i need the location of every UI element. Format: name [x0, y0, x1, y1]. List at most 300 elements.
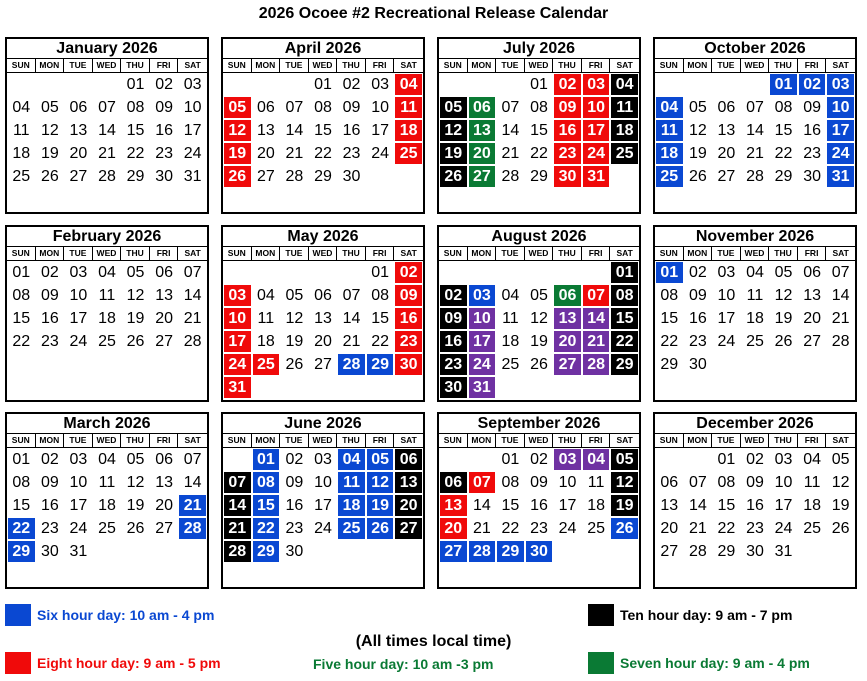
release-day-cell: 19: [366, 494, 395, 517]
day-cell: 28: [285, 168, 304, 185]
day-cell: 01: [12, 264, 31, 281]
weekday-label: TUE: [64, 434, 93, 447]
release-day-cell: 03: [826, 73, 855, 96]
release-day-cell: 25: [394, 142, 423, 165]
day-cell: 18: [98, 310, 116, 327]
release-day-cell: 28: [582, 353, 611, 376]
day-cell: 07: [746, 99, 764, 116]
empty-day-cell: [337, 261, 366, 284]
day-cell: 08: [126, 99, 145, 116]
day-cell: 07: [98, 99, 116, 116]
day-cell: 21: [342, 333, 361, 350]
release-day-cell: 02: [439, 284, 468, 307]
release-day-cell: 03: [223, 284, 252, 307]
weekday-label: MON: [36, 59, 65, 72]
day-cell: 25: [587, 520, 605, 537]
month-calendar: [221, 225, 425, 402]
weekday-label: SAT: [400, 60, 417, 70]
day-cell: 11: [98, 474, 116, 491]
day-grid: [7, 448, 207, 563]
day-cell: 09: [688, 287, 707, 304]
release-day-cell: 05: [366, 448, 395, 471]
month-name: February 2026: [52, 228, 162, 245]
day-cell: 09: [803, 99, 821, 116]
day-cell: 17: [371, 122, 389, 139]
empty-day-cell: [655, 448, 684, 471]
day-cell: 15: [660, 310, 679, 327]
day-cell: 13: [69, 122, 88, 139]
day-cell: 21: [472, 520, 491, 537]
weekday-label: SAT: [832, 435, 849, 445]
weekday-label: WED: [741, 434, 770, 447]
day-grid: [439, 261, 639, 399]
day-cell: 26: [774, 333, 793, 350]
day-cell: 21: [285, 145, 304, 162]
release-day-cell: 16: [439, 330, 468, 353]
release-day-cell: 31: [223, 376, 252, 399]
month-name: December 2026: [696, 415, 814, 432]
month-calendar: [437, 225, 641, 402]
release-day-cell: 30: [553, 165, 582, 188]
day-cell: 25: [98, 333, 116, 350]
release-day-cell: 11: [655, 119, 684, 142]
day-cell: 16: [285, 497, 304, 514]
day-cell: 05: [530, 287, 548, 304]
day-cell: 17: [69, 497, 88, 514]
day-cell: 13: [717, 122, 736, 139]
weekday-label: MON: [468, 247, 497, 260]
day-cell: 07: [688, 474, 707, 491]
empty-day-cell: [741, 73, 770, 96]
day-cell: 06: [660, 474, 679, 491]
day-cell: 26: [126, 520, 145, 537]
blue-swatch: [5, 604, 31, 626]
release-day-cell: 29: [366, 353, 395, 376]
day-cell: 04: [803, 451, 821, 468]
release-day-cell: 09: [439, 307, 468, 330]
release-day-cell: 29: [252, 540, 281, 563]
weekday-label: MON: [684, 434, 713, 447]
day-cell: 03: [774, 451, 793, 468]
release-day-cell: 12: [610, 471, 639, 494]
empty-day-cell: [252, 261, 281, 284]
month-calendar: [221, 412, 425, 589]
weekday-label: SUN: [223, 59, 252, 72]
day-cell: 08: [501, 474, 520, 491]
day-cell: 18: [98, 497, 116, 514]
day-cell: 16: [40, 310, 59, 327]
release-day-cell: 25: [610, 142, 639, 165]
day-cell: 21: [98, 145, 116, 162]
day-cell: 10: [69, 474, 88, 491]
day-cell: 10: [774, 474, 793, 491]
day-cell: 23: [688, 333, 707, 350]
day-cell: 22: [371, 333, 389, 350]
empty-day-cell: [252, 73, 281, 96]
day-cell: 15: [314, 122, 332, 139]
release-day-cell: 16: [553, 119, 582, 142]
release-day-cell: 10: [582, 96, 611, 119]
weekday-label: MON: [36, 434, 65, 447]
day-cell: 14: [183, 287, 202, 304]
day-cell: 27: [155, 520, 173, 537]
empty-day-cell: [439, 73, 468, 96]
weekday-label: SAT: [832, 60, 849, 70]
day-cell: 15: [501, 497, 520, 514]
day-cell: 24: [69, 333, 88, 350]
weekday-label: MON: [252, 247, 281, 260]
page-title: 2026 Ocoee #2 Recreational Release Calendar: [258, 5, 609, 22]
day-cell: 15: [530, 122, 548, 139]
red-swatch: [5, 652, 31, 674]
weekday-label: FRI: [150, 434, 179, 447]
month-calendar: [437, 412, 641, 589]
day-cell: 20: [69, 145, 88, 162]
day-cell: 23: [803, 145, 821, 162]
day-grid: [223, 73, 423, 188]
weekday-label: MON: [252, 434, 281, 447]
release-day-cell: 08: [252, 471, 281, 494]
day-cell: 16: [530, 497, 548, 514]
empty-day-cell: [223, 73, 252, 96]
day-cell: 26: [688, 168, 707, 185]
day-cell: 27: [69, 168, 88, 185]
day-cell: 09: [342, 99, 361, 116]
weekday-label: TUE: [496, 59, 525, 72]
weekday-header: [7, 58, 207, 73]
day-cell: 09: [530, 474, 548, 491]
day-cell: 07: [183, 264, 202, 281]
empty-day-cell: [468, 448, 497, 471]
weekday-label: TUE: [280, 247, 309, 260]
weekday-label: SAT: [400, 435, 417, 445]
day-cell: 23: [342, 145, 361, 162]
release-day-cell: 03: [468, 284, 497, 307]
day-cell: 14: [285, 122, 304, 139]
day-cell: 14: [501, 122, 520, 139]
day-cell: 17: [717, 310, 736, 327]
weekday-label: SAT: [832, 248, 849, 258]
weekday-label: FRI: [150, 247, 179, 260]
day-cell: 15: [12, 497, 31, 514]
day-cell: 17: [69, 310, 88, 327]
release-day-cell: 31: [468, 376, 497, 399]
day-cell: 02: [40, 264, 59, 281]
weekday-label: WED: [93, 434, 122, 447]
day-cell: 19: [285, 333, 304, 350]
day-cell: 31: [69, 543, 88, 560]
empty-day-cell: [684, 73, 713, 96]
day-cell: 22: [717, 520, 736, 537]
release-day-cell: 01: [252, 448, 281, 471]
weekday-label: FRI: [366, 434, 395, 447]
day-cell: 23: [155, 145, 173, 162]
weekday-label: THU: [769, 434, 798, 447]
day-cell: 06: [69, 99, 88, 116]
empty-day-cell: [309, 261, 338, 284]
day-cell: 05: [40, 99, 59, 116]
month-calendar: [5, 37, 209, 214]
release-day-cell: 06: [553, 284, 582, 307]
day-cell: 01: [314, 76, 332, 93]
day-cell: 26: [126, 333, 145, 350]
day-cell: 25: [501, 356, 520, 373]
day-cell: 30: [746, 543, 764, 560]
day-cell: 27: [256, 168, 275, 185]
day-cell: 26: [40, 168, 59, 185]
day-cell: 31: [183, 168, 202, 185]
weekday-label: SUN: [655, 59, 684, 72]
legend-eight-hour-label: Eight hour day: 9 am - 5 pm: [37, 655, 221, 671]
day-cell: 08: [314, 99, 332, 116]
day-cell: 14: [831, 287, 850, 304]
release-day-cell: 07: [223, 471, 252, 494]
release-day-cell: 12: [223, 119, 252, 142]
release-day-cell: 03: [582, 73, 611, 96]
day-cell: 15: [717, 497, 736, 514]
day-cell: 13: [314, 310, 332, 327]
day-cell: 03: [69, 451, 88, 468]
month-name: October 2026: [704, 40, 806, 57]
weekday-label: WED: [741, 59, 770, 72]
day-cell: 26: [530, 356, 548, 373]
weekday-label: SAT: [184, 435, 201, 445]
release-day-cell: 15: [252, 494, 281, 517]
weekday-label: WED: [309, 434, 338, 447]
release-day-cell: 27: [439, 540, 468, 563]
day-cell: 17: [183, 122, 202, 139]
release-day-cell: 29: [7, 540, 36, 563]
release-day-cell: 28: [178, 517, 207, 540]
release-day-cell: 01: [769, 73, 798, 96]
day-cell: 27: [717, 168, 736, 185]
day-cell: 18: [803, 497, 821, 514]
day-cell: 24: [183, 145, 202, 162]
release-day-cell: 18: [655, 142, 684, 165]
day-cell: 23: [746, 520, 764, 537]
day-cell: 04: [98, 451, 116, 468]
day-cell: 24: [314, 520, 332, 537]
day-cell: 05: [774, 264, 793, 281]
black-swatch: [588, 604, 614, 626]
release-day-cell: 22: [252, 517, 281, 540]
day-cell: 19: [126, 310, 145, 327]
day-cell: 19: [530, 333, 548, 350]
weekday-label: THU: [121, 434, 150, 447]
empty-day-cell: [280, 73, 309, 96]
day-cell: 04: [501, 287, 520, 304]
release-day-cell: 25: [655, 165, 684, 188]
weekday-header: [655, 246, 855, 261]
legend-six-hour-label: Six hour day: 10 am - 4 pm: [37, 607, 215, 623]
empty-day-cell: [280, 261, 309, 284]
release-day-cell: 16: [394, 307, 423, 330]
day-cell: 07: [501, 99, 520, 116]
day-cell: 08: [12, 287, 31, 304]
day-cell: 12: [774, 287, 793, 304]
day-cell: 11: [257, 310, 275, 327]
release-day-cell: 04: [394, 73, 423, 96]
day-grid: [223, 261, 423, 399]
day-cell: 19: [774, 310, 793, 327]
day-cell: 27: [155, 333, 173, 350]
day-cell: 10: [717, 287, 736, 304]
legend-eight-hour: [5, 652, 221, 674]
day-cell: 22: [314, 145, 332, 162]
day-cell: 15: [126, 122, 145, 139]
day-cell: 18: [587, 497, 605, 514]
day-cell: 22: [660, 333, 679, 350]
release-day-cell: 29: [610, 353, 639, 376]
month-name: June 2026: [284, 415, 362, 432]
release-day-cell: 12: [366, 471, 395, 494]
day-cell: 19: [40, 145, 59, 162]
day-cell: 21: [746, 145, 764, 162]
day-grid: [223, 448, 423, 563]
release-day-cell: 30: [439, 376, 468, 399]
release-day-cell: 10: [468, 307, 497, 330]
day-cell: 08: [717, 474, 736, 491]
day-cell: 28: [98, 168, 116, 185]
empty-day-cell: [7, 73, 36, 96]
day-cell: 10: [314, 474, 332, 491]
local-time-note: (All times local time): [355, 633, 512, 650]
day-cell: 14: [746, 122, 764, 139]
day-cell: 23: [285, 520, 304, 537]
day-cell: 05: [126, 264, 145, 281]
weekday-header: [439, 246, 639, 261]
day-cell: 13: [256, 122, 275, 139]
release-day-cell: 25: [337, 517, 366, 540]
day-cell: 28: [688, 543, 707, 560]
day-cell: 11: [98, 287, 116, 304]
day-cell: 09: [746, 474, 764, 491]
day-cell: 30: [285, 543, 304, 560]
weekday-header: [655, 58, 855, 73]
empty-day-cell: [655, 73, 684, 96]
legend-six-hour: [5, 604, 214, 626]
weekday-label: SUN: [223, 247, 252, 260]
release-day-cell: 23: [439, 353, 468, 376]
day-cell: 03: [717, 264, 736, 281]
day-cell: 28: [831, 333, 850, 350]
release-day-cell: 19: [610, 494, 639, 517]
empty-day-cell: [439, 448, 468, 471]
weekday-label: SAT: [616, 435, 633, 445]
release-day-cell: 07: [582, 284, 611, 307]
release-day-cell: 12: [439, 119, 468, 142]
weekday-label: TUE: [712, 59, 741, 72]
weekday-label: FRI: [582, 247, 611, 260]
day-cell: 14: [688, 497, 707, 514]
day-cell: 09: [155, 99, 173, 116]
weekday-label: TUE: [64, 59, 93, 72]
month-name: April 2026: [284, 40, 362, 57]
release-day-cell: 17: [468, 330, 497, 353]
weekday-header: [223, 246, 423, 261]
release-day-cell: 18: [394, 119, 423, 142]
day-cell: 15: [774, 122, 793, 139]
day-cell: 11: [587, 474, 605, 491]
release-day-cell: 10: [223, 307, 252, 330]
weekday-label: THU: [769, 247, 798, 260]
release-day-cell: 02: [798, 73, 827, 96]
day-cell: 13: [660, 497, 679, 514]
release-day-cell: 18: [337, 494, 366, 517]
release-day-cell: 23: [394, 330, 423, 353]
weekday-label: WED: [525, 59, 554, 72]
weekday-label: THU: [121, 247, 150, 260]
release-day-cell: 28: [223, 540, 252, 563]
weekday-label: THU: [337, 59, 366, 72]
weekday-label: SAT: [184, 60, 201, 70]
day-grid: [655, 261, 855, 376]
release-day-cell: 13: [394, 471, 423, 494]
day-cell: 23: [40, 520, 59, 537]
release-day-cell: 04: [610, 73, 639, 96]
release-day-cell: 14: [223, 494, 252, 517]
day-cell: 23: [530, 520, 548, 537]
release-day-cell: 17: [223, 330, 252, 353]
release-day-cell: 04: [582, 448, 611, 471]
weekday-label: TUE: [496, 434, 525, 447]
release-day-cell: 24: [223, 353, 252, 376]
release-day-cell: 03: [553, 448, 582, 471]
release-day-cell: 05: [223, 96, 252, 119]
weekday-label: WED: [309, 247, 338, 260]
day-cell: 10: [371, 99, 389, 116]
day-cell: 04: [746, 264, 764, 281]
release-day-cell: 13: [439, 494, 468, 517]
day-cell: 24: [371, 145, 389, 162]
month-name: September 2026: [477, 415, 601, 432]
day-cell: 30: [803, 168, 821, 185]
release-day-cell: 24: [582, 142, 611, 165]
weekday-label: SUN: [655, 247, 684, 260]
day-cell: 16: [40, 497, 59, 514]
release-day-cell: 05: [610, 448, 639, 471]
weekday-label: FRI: [798, 434, 827, 447]
release-day-cell: 05: [439, 96, 468, 119]
release-day-cell: 24: [468, 353, 497, 376]
release-day-cell: 02: [394, 261, 423, 284]
empty-day-cell: [93, 73, 122, 96]
day-cell: 06: [314, 287, 332, 304]
day-cell: 01: [371, 264, 389, 281]
month-calendar: [653, 225, 857, 402]
day-cell: 12: [285, 310, 304, 327]
weekday-label: TUE: [280, 59, 309, 72]
release-day-cell: 18: [610, 119, 639, 142]
day-cell: 15: [371, 310, 389, 327]
day-cell: 20: [314, 333, 332, 350]
day-cell: 06: [256, 99, 275, 116]
weekday-label: FRI: [582, 434, 611, 447]
day-cell: 01: [717, 451, 736, 468]
release-day-cell: 11: [610, 96, 639, 119]
weekday-label: SUN: [439, 247, 468, 260]
weekday-label: MON: [684, 59, 713, 72]
legend-five-hour: [313, 656, 494, 672]
day-cell: 31: [774, 543, 793, 560]
day-cell: 17: [774, 497, 793, 514]
day-cell: 11: [502, 310, 519, 327]
day-cell: 21: [831, 310, 850, 327]
month-name: May 2026: [287, 228, 359, 245]
day-cell: 20: [256, 145, 275, 162]
day-cell: 16: [688, 310, 707, 327]
day-cell: 30: [342, 168, 361, 185]
